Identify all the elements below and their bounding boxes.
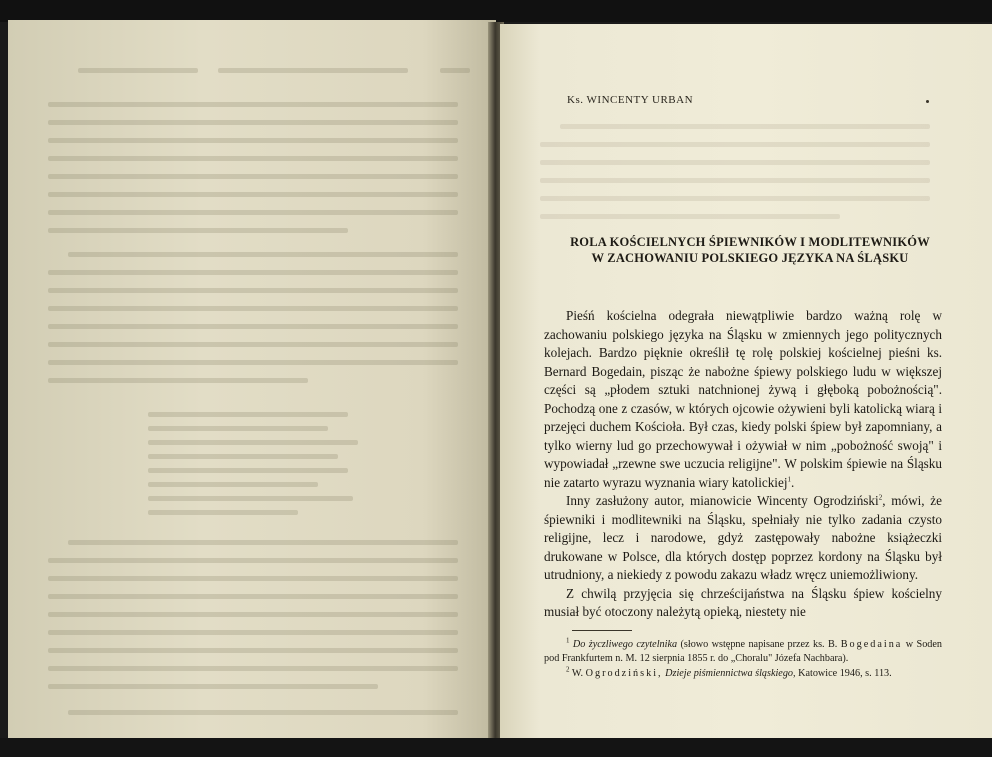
page-dot: [926, 100, 929, 103]
footnote-2: $^2$ W. Ogrodziński, Dzieje piśmiennictwa śląskiego, Katowice 1946, s. 113.: [566, 665, 892, 679]
top-dark-band: [0, 0, 992, 22]
bottom-dark-band: [0, 738, 992, 757]
footnote-ref-2: 2: [878, 493, 883, 502]
paragraph-2: Inny zasłużony autor, mianowicie Wincenty Ogrodziński$^2$, mówi, że śpiewniki i modlitewniki na Śląsku, spełniały nie tylko zadania czysto religijne, lecz i narodowe, gdyż zastępowały nabożne książeczki drukowane w Polsce, dla których dostęp poprzez kordony na Śląsku był utrudniony, a niekiedy z powodu zakazu władz wręcz uniemożliwiony.: [544, 493, 943, 582]
footnote-ref-1: 1: [787, 475, 791, 484]
footnote-rule: [572, 630, 632, 631]
paragraph-3: Z chwilą przyjęcia się chrześcijaństwa na Śląsku śpiew kościelny musiał być otoczony należytą opieką, niestety nie: [544, 585, 942, 619]
right-page: [500, 24, 992, 738]
title-line-2: W ZACHOWANIU POLSKIEGO JĘZYKA NA ŚLĄSKU: [591, 251, 909, 265]
left-page-faded: [8, 20, 496, 740]
footnote-1: $^1$ Do życzliwego czytelnika (słowo wstępne napisane przez ks. B. Bogedaina w Soden pod Frankfurtem n. M. 12 sierpnia 1855 r. do „Choralu" Józefa Nachbara).: [544, 636, 943, 664]
running-head: Ks. WINCENTY URBAN: [567, 94, 694, 106]
article-title: [540, 234, 960, 266]
paragraph-1: Pieśń kościelna odegrała niewątpliwie bardzo ważną rolę w zachowaniu polskiego języka na Śląsku w zmiennych jego politycznych kolejach. Bardzo pięknie określił tę rolę polskiej kościelnej pieśni ks. Bernard Bogedain, pisząc że nabożne śpiewy polskiego ludu w większej części są „płodem sztuki natchnionej żywą i głęboką pobożnością". Pochodzą one z czasów, w których ojcowie ożywieni byli katolicką wiarą i przejęci duchem Kościoła. Był czas, kiedy polski śpiew był zapomniany, a tylko wierny lud go przechowywał i ożywiał w nim „pobożność swoją" i wypowiadał „rzewne swe uczucia religijne". W polskim śpiewie na Śląsku nie zatarto wyrazu wyznania wiary katolickiej$^1$.: [544, 308, 942, 490]
article-body: [544, 307, 942, 622]
title-line-1: ROLA KOŚCIELNYCH ŚPIEWNIKÓW I MODLITEWNIKÓW: [570, 235, 930, 249]
footnotes: [544, 638, 942, 682]
